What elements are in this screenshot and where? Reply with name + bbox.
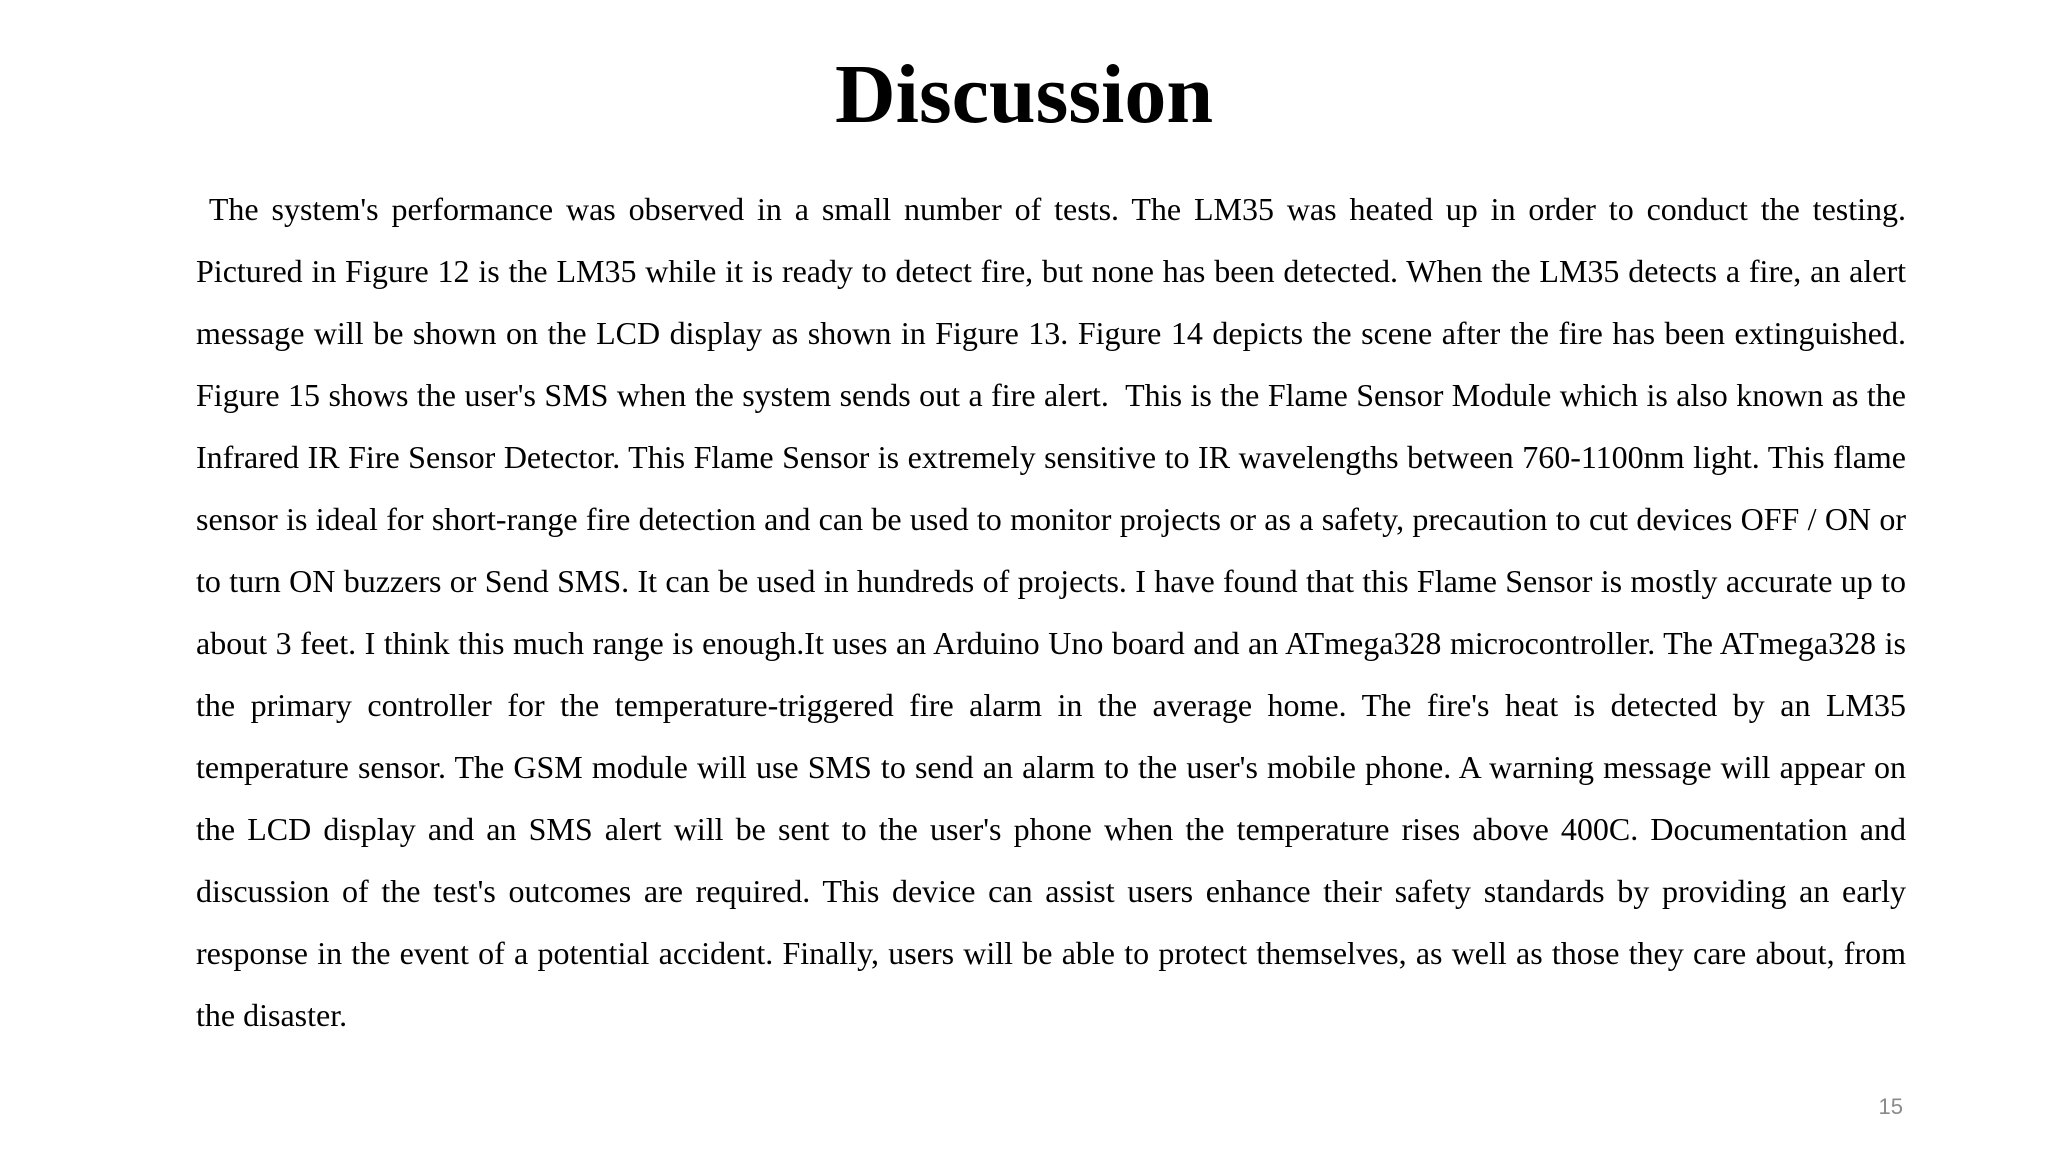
page-number: 15 [1878,1094,1903,1119]
discussion-paragraph: The system's performance was observed in a small number of tests. The LM35 was heated up in order to conduct the testing. Pictured in Figure 12 is the LM35 while it is ready to detect fire, but none has been detected. When the LM35 detects a fire, an alert message will be shown on the LCD display as shown in Figure 13. Figure 14 depicts the scene after the fire has been extinguished. Figure 15 shows the user's SMS when the system sends out a fire alert. This is the Flame Sensor Module which is also known as the Infrared IR Fire Sensor Detector. This Flame Sensor is extremely sensitive to IR wavelengths between 760-1100nm light. This flame sensor is ideal for short-range fire detection and can be used to monitor projects or as a safety, precaution to cut devices OFF / ON or to turn ON buzzers or Send SMS. It can be used in hundreds of projects. I have found that this Flame Sensor is mostly accurate up to about 3 feet. I think this much range is enough.It uses an Arduino Uno board and an ATmega328 microcontroller. The ATmega328 is the primary controller for the temperature-triggered fire alarm in the average home. The fire's heat is detected by an LM35 temperature sensor. The GSM module will use SMS to send an alarm to the user's mobile phone. A warning message will appear on the LCD display and an SMS alert will be sent to the user's phone when the temperature rises above 400C. Documentation and discussion of the test's outcomes are required. This device can assist users enhance their safety standards by providing an early response in the event of a potential accident. Finally, users will be able to protect themselves, as well as those they care about, from the disaster. [196,191,1915,1033]
slide-title: Discussion [834,48,1214,141]
